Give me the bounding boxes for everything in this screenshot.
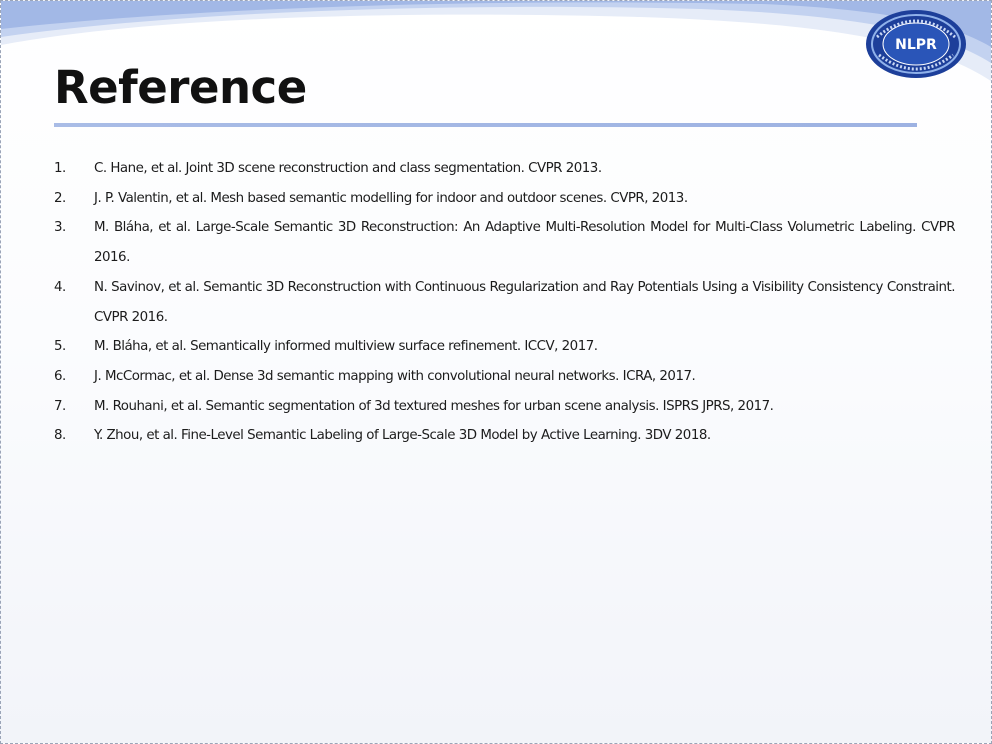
nlpr-lab-logo	[863, 7, 969, 79]
reference-item	[54, 273, 955, 332]
logo-text: NLPR	[895, 37, 937, 53]
reference-text: J. P. Valentin, et al. Mesh based semantic modelling for indoor and outdoor scenes. CVPR, 2013.	[94, 190, 688, 206]
reference-number: 2.	[54, 190, 66, 206]
reference-list	[54, 154, 955, 451]
reference-item	[54, 362, 955, 392]
reference-text: Y. Zhou, et al. Fine-Level Semantic Labeling of Large-Scale 3D Model by Active Learning. 3DV 2018.	[94, 428, 711, 444]
reference-text: M. Rouhani, et al. Semantic segmentation of 3d textured meshes for urban scene analysis. ISPRS JPRS, 2017.	[94, 398, 774, 414]
reference-number: 3.	[54, 220, 66, 236]
reference-item	[54, 392, 955, 422]
reference-item	[54, 184, 955, 214]
page-title: Reference	[54, 61, 307, 114]
reference-item	[54, 154, 955, 184]
reference-number: 4.	[54, 279, 66, 295]
reference-text: M. Bláha, et al. Semantically informed multiview surface refinement. ICCV, 2017.	[94, 339, 598, 355]
reference-item	[54, 421, 955, 451]
title-divider	[54, 123, 917, 127]
reference-number: 8.	[54, 428, 66, 444]
reference-number: 1.	[54, 161, 66, 176]
reference-number: 5.	[54, 339, 66, 355]
reference-item	[54, 332, 955, 362]
reference-number: 7.	[54, 398, 66, 414]
reference-text: N. Savinov, et al. Semantic 3D Reconstruction with Continuous Regularization and Ray Potentials Using a Visibility Consistency Constraint. CVPR 2016.	[94, 279, 955, 325]
reference-text: J. McCormac, et al. Dense 3d semantic mapping with convolutional neural networks. ICRA, 2017.	[94, 368, 696, 384]
reference-text: M. Bláha, et al. Large-Scale Semantic 3D Reconstruction: An Adaptive Multi-Resolution Model for Multi-Class Volumetric Labeling. CVPR 2016.	[94, 220, 955, 266]
reference-text: C. Hane, et al. Joint 3D scene reconstruction and class segmentation. CVPR 2013.	[94, 161, 602, 176]
reference-number: 6.	[54, 368, 66, 384]
reference-item	[54, 213, 955, 272]
